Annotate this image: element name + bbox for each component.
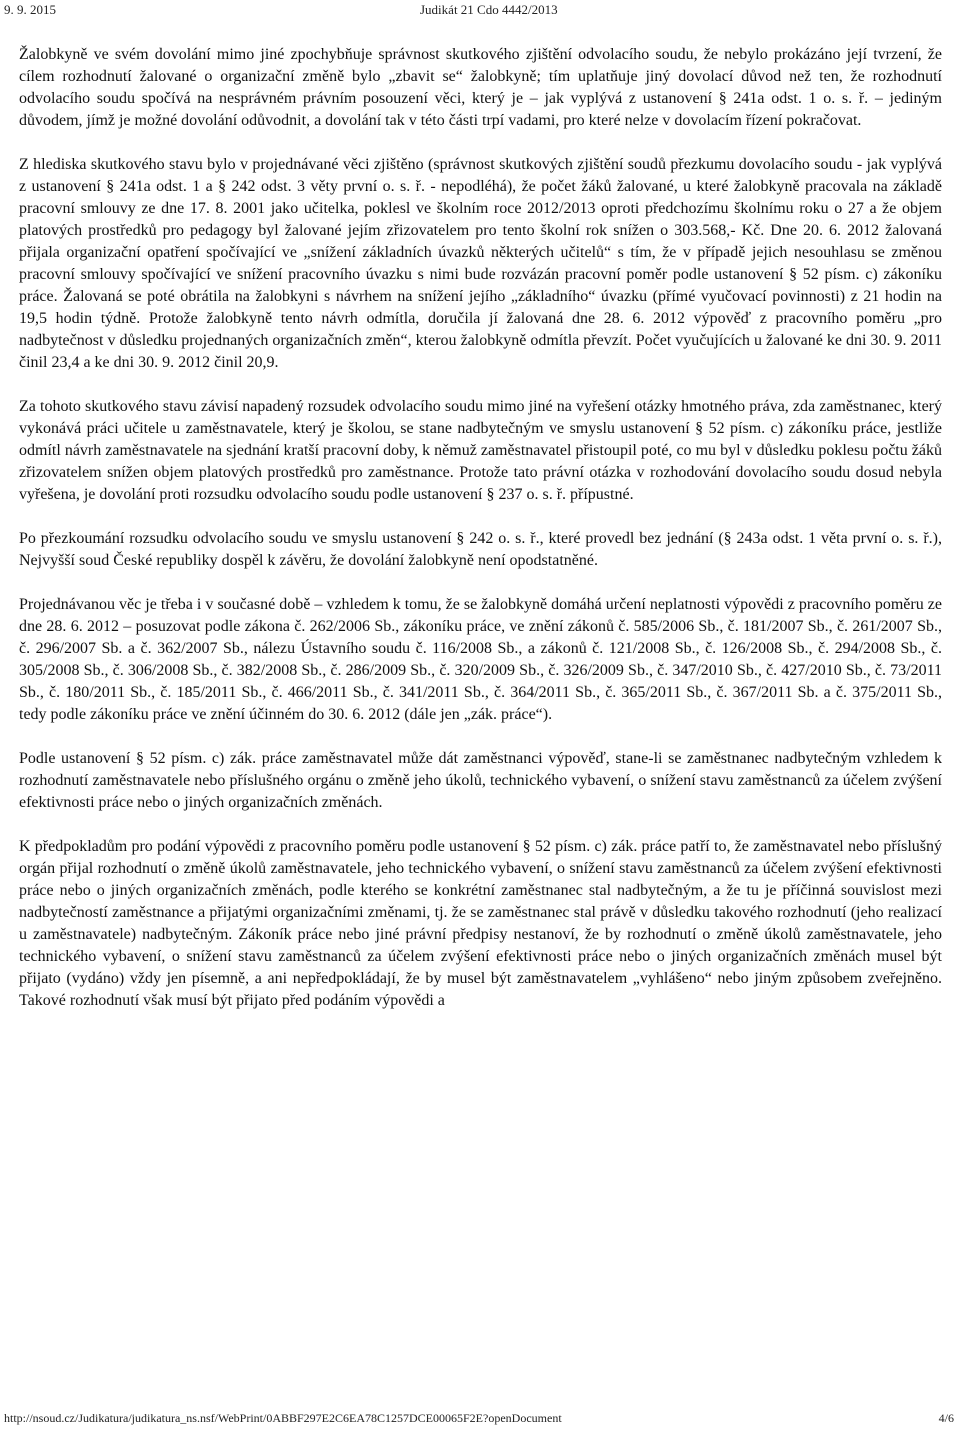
page-number: 4/6: [938, 1411, 954, 1425]
document-title: Judikát 21 Cdo 4442/2013: [420, 2, 558, 17]
source-url: http://nsoud.cz/Judikatura/judikatura_ns.nsf/WebPrint/0ABBF297E2C6EA78C1257DCE00065F2E?openDocument: [4, 1411, 562, 1425]
paragraph: Po přezkoumání rozsudku odvolacího soudu ve smyslu ustanovení § 242 o. s. ř., které provedl bez jednání (§ 243a odst. 1 věta první o. s. ř.), Nejvyšší soud České republiky dospěl k závěru, že dovolání žalobkyně není opodstatněné.: [19, 530, 942, 569]
print-header: [0, 0, 960, 22]
print-date: 9. 9. 2015: [4, 2, 56, 17]
paragraph: K předpokladům pro podání výpovědi z pracovního poměru podle ustanovení § 52 písm. c) zák. práce patří to, že zaměstnavatel nebo příslušný orgán přijal rozhodnutí o změně úkolů zaměstnavatele, jeho technického vybavení, o snížení stavu zaměstnanců za účelem zvýšení efektivnosti práce nebo o jiných organizačních změnách, podle kterého se konkrétní zaměstnanec stal nadbytečným, a že tu je příčinná souvislost mezi nadbytečností zaměstnance a přijatými organizačními změnami, tj. že se zaměstnanec stal právě v důsledku takového rozhodnutí (jeho realizací u zaměstnavatele) nadbytečným. Zákoník práce nebo jiné právní předpisy nestanoví, že by rozhodnutí o změně úkolů zaměstnavatele, jeho technického vybavení, o snížení stavu zaměstnanců za účelem zvýšení efektivnosti práce nebo o jiných organizačních změnách musel být přijato (vydáno) vždy jen písemně, a ani nepředpokládají, že by musel být zaměstnavatelem „vyhlášeno“ nebo jiným způsobem zveřejněno. Takové rozhodnutí však musí být přijato před podáním výpovědi a: [19, 838, 942, 1009]
paragraph: Žalobkyně ve svém dovolání mimo jiné zpochybňuje správnost skutkového zjištění odvolacího soudu, že nebylo prokázáno její tvrzení, že cílem rozhodnutí žalované o organizační změně bylo „zbavit se“ žalobkyně; tím uplatňuje jiný dovolací důvod než ten, že rozhodnutí odvolacího soudu spočívá na nesprávném právním posouzení věci, který je – jak vyplývá z ustanovení § 241a odst. 1 o. s. ř. – jediným důvodem, jímž je možné dovolání odůvodnit, a dovolání tak v této části trpí vadami, pro které nelze v dovolacím řízení pokračovat.: [19, 46, 942, 129]
document-body: [19, 44, 942, 1034]
print-footer: [0, 1408, 960, 1430]
paragraph: Z hlediska skutkového stavu bylo v projednávané věci zjištěno (správnost skutkových zjištění soudů přezkumu dovolacího soudu - jak vyplývá z ustanovení § 241a odst. 1 a § 242 odst. 3 věty první o. s. ř. - nepodléhá), že počet žáků žalované, u které žalobkyně pracovala na základě pracovní smlouvy ze dne 17. 8. 2001 jako učitelka, poklesl ve školním roce 2012/2013 oproti předchozímu školnímu roku o 27 a že objem platových prostředků pro pedagogy byl žalované jejím zřizovatelem pro tento školní rok snížen o 303.568,- Kč. Dne 20. 6. 2012 žalovaná přijala organizační opatření spočívající ve „snížení základních úvazků některých učitelů“ s tím, že v případě jejich nesouhlasu se změnou pracovní smlouvy spočívající ve snížení pracovního úvazku s nimi bude rozvázán pracovní poměr podle ustanovení § 52 písm. c) zákoníku práce. Žalovaná se poté obrátila na žalobkyni s návrhem na snížení jejího „základního“ úvazku (přímé vyučovací povinnosti) z 21 hodin na 19,5 hodin týdně. Protože žalobkyně tento návrh odmítla, doručila jí žalovaná dne 28. 6. 2012 výpověď z pracovního poměru „pro nadbytečnost v důsledku projednaných organizačních změn“, kterou žalobkyně odmítla převzít. Počet vyučujících u žalované ke dni 30. 9. 2011 činil 23,4 a ke dni 30. 9. 2012 činil 20,9.: [19, 156, 942, 371]
paragraph: Podle ustanovení § 52 písm. c) zák. práce zaměstnavatel může dát zaměstnanci výpověď, stane-li se zaměstnanec nadbytečným vzhledem k rozhodnutí zaměstnavatele nebo příslušného orgánu o změně jeho úkolů, technického vybavení, o snížení stavu zaměstnanců za účelem zvýšení efektivnosti práce nebo o jiných organizačních změnách.: [19, 750, 942, 811]
paragraph: Projednávanou věc je třeba i v současné době – vzhledem k tomu, že se žalobkyně domáhá určení neplatnosti výpovědi z pracovního poměru ze dne 28. 6. 2012 – posuzovat podle zákona č. 262/2006 Sb., zákoníku práce, ve znění zákonů č. 585/2006 Sb., č. 181/2007 Sb., č. 261/2007 Sb., č. 296/2007 Sb. a č. 362/2007 Sb., nálezu Ústavního soudu č. 116/2008 Sb., a zákonů č. 121/2008 Sb., č. 126/2008 Sb., č. 294/2008 Sb., č. 305/2008 Sb., č. 306/2008 Sb., č. 382/2008 Sb., č. 286/2009 Sb., č. 320/2009 Sb., č. 326/2009 Sb., č. 347/2010 Sb., č. 427/2010 Sb., č. 73/2011 Sb., č. 180/2011 Sb., č. 185/2011 Sb., č. 466/2011 Sb., č. 341/2011 Sb., č. 364/2011 Sb., č. 365/2011 Sb., č. 367/2011 Sb. a č. 375/2011 Sb., tedy podle zákoníku práce ve znění účinném do 30. 6. 2012 (dále jen „zák. práce“).: [19, 596, 942, 723]
paragraph: Za tohoto skutkového stavu závisí napadený rozsudek odvolacího soudu mimo jiné na vyřešení otázky hmotného práva, zda zaměstnanec, který vykonává práci učitele u zaměstnavatele, který je školou, se stane nadbytečným ve smyslu ustanovení § 52 písm. c) zákoníku práce, jestliže odmítl návrh zaměstnavatele na sjednání kratší pracovní doby, k němuž zaměstnavatel přistoupil poté, co mu byl v důsledku poklesu počtu žáků zřizovatelem snížen objem platových prostředků pro zaměstnance. Protože tato právní otázka v rozhodování dovolacího soudu dosud nebyla vyřešena, je dovolání proti rozsudku odvolacího soudu podle ustanovení § 237 o. s. ř. přípustné.: [19, 398, 942, 503]
